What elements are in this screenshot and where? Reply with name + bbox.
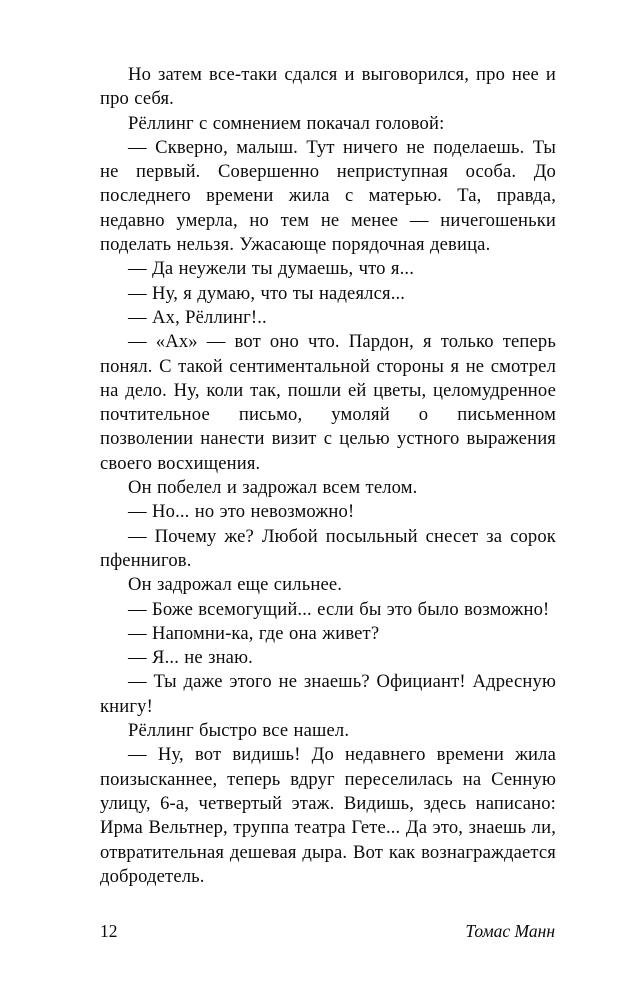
paragraph: — Ну, вот видишь! До недавнего времени жила поизысканнее, теперь вдруг переселилась на Сенную улицу, 6-а, четвертый этаж. Видишь, здесь написано: Ирма Вельтнер, труппа театра Гете... Да это, знаешь ли, отвратительная дешевая дыра. Вот как вознаграждается добродетель. [100,744,556,887]
page-footer [100,920,555,942]
paragraph: — Почему же? Любой посыльный снесет за сорок пфеннигов. [100,525,556,571]
paragraph: — Да неужели ты думаешь, что я... [128,258,414,280]
running-author: Томас Манн [465,921,555,941]
paragraph: — «Ах» — вот оно что. Пардон, я только теперь понял. С такой сентиментальной стороны я не смотрел на дело. Ну, коли так, пошли ей цветы, целомудренное почтительное письмо, умоляй о письменном позволении нанести визит с целью устного выражения своего восхищения. [100,331,556,474]
paragraph: — Скверно, малыш. Тут ничего не поделаешь. Ты не первый. Совершенно неприступная особа. До последнего времени жила с матерью. Та, правда, недавно умерла, но тем не менее — ничегошеньки поделать нельзя. Ужасающе порядочная девица. [100,136,556,256]
paragraph: — Напомни-ка, где она живет? [128,622,380,644]
book-text [100,63,556,889]
paragraph: Рёллинг с сомнением покачал головой: [128,112,445,134]
paragraph: — Ты даже этого не знаешь? Официант! Адресную книгу! [100,671,556,717]
paragraph: Но затем все-таки сдался и выговорился, про нее и про себя. [100,64,556,110]
paragraph: Он побелел и задрожал всем телом. [128,477,418,499]
paragraph: — Но... но это невозможно! [128,501,355,523]
page-number: 12 [100,921,118,941]
paragraph: — Ну, я думаю, что ты надеялся... [128,282,406,304]
paragraph: — Ах, Рёллинг!.. [128,306,267,328]
paragraph: — Боже всемогущий... если бы это было возможно! [128,598,550,620]
paragraph: — Я... не знаю. [128,647,253,669]
paragraph: Рёллинг быстро все нашел. [128,720,350,742]
paragraph: Он задрожал еще сильнее. [128,574,343,596]
